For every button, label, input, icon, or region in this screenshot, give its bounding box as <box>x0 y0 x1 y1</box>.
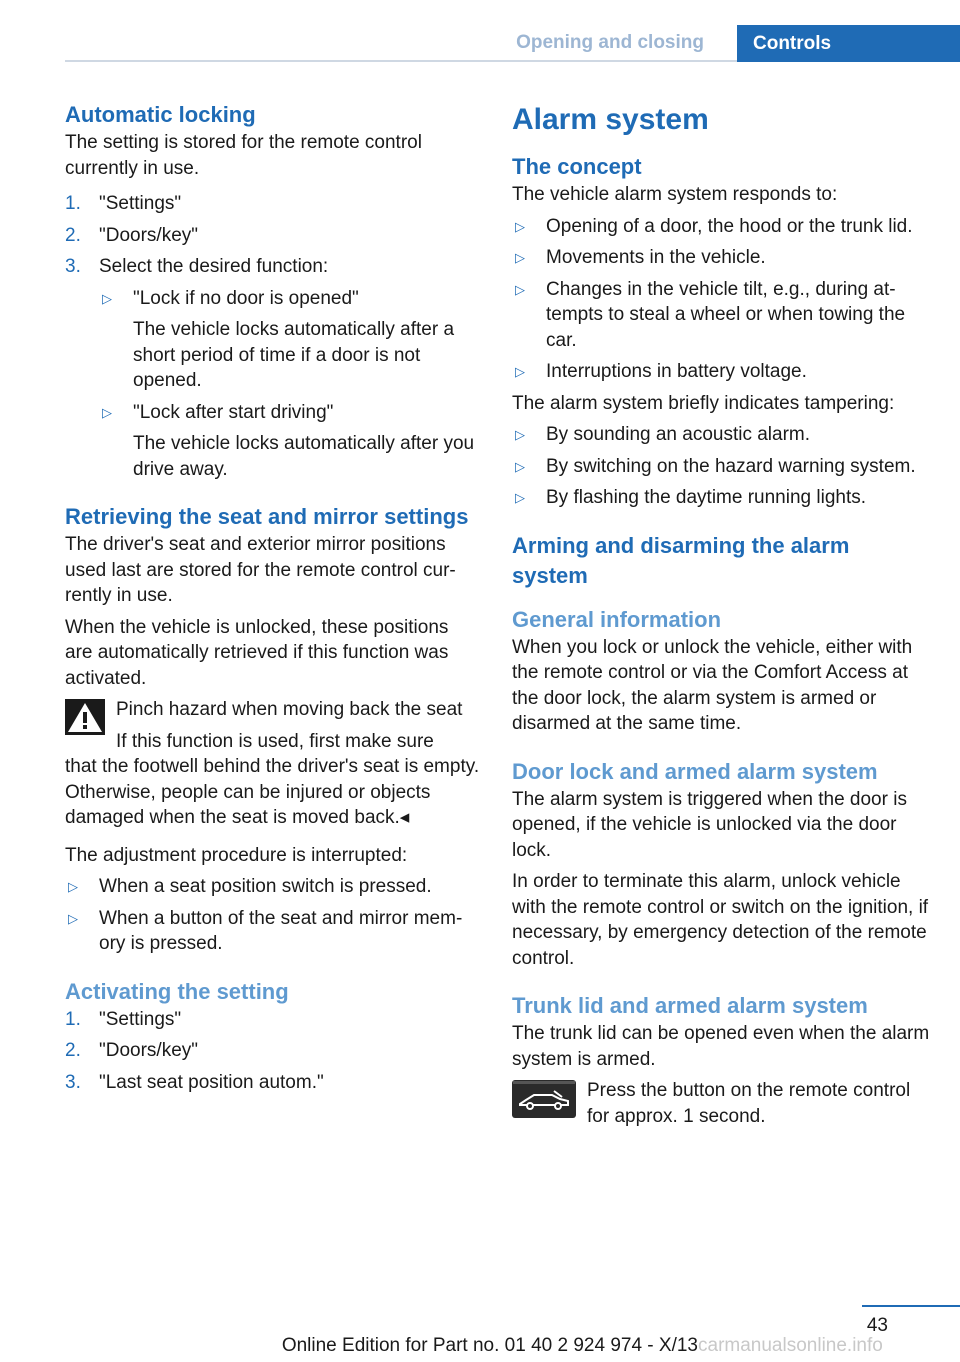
remote-button-instruction <box>512 1078 930 1130</box>
activating-setting-heading: Activating the setting <box>65 978 289 1004</box>
function-options <box>99 286 480 483</box>
bullet-triangle-icon: ▷ <box>68 910 78 926</box>
automatic-locking-intro: The setting is stored for the remote control currently in use. <box>65 132 422 179</box>
trunk-remote-button-icon <box>512 1080 576 1118</box>
edition-text: Online Edition for Part no. 01 40 2 924 974 - X/13 <box>281 1335 698 1356</box>
list-item: ▷ "Lock after start driving" The vehicle locks automatically after you drive away. <box>102 401 475 480</box>
bullet-triangle-icon: ▷ <box>68 879 78 894</box>
door-lock-text-2: In order to terminate this alarm, unlock vehicle with the remote control or switch on the ignition, if necessary, by emergency detection of the remote control. <box>512 871 929 969</box>
arming-heading: Arming and disarming the alarm system <box>512 532 850 588</box>
trunk-lid-text-2: Press the button on the remote control for approx. 1 second. <box>587 1080 911 1127</box>
warning-box <box>65 697 480 831</box>
door-lock-text-1: The alarm system is triggered when the door is opened, if the vehicle is unlocked via the door lock. <box>512 788 907 861</box>
concept-heading: The concept <box>512 154 642 179</box>
retrieving-text-2: When the vehicle is unlocked, these positions are automatically retrieved if this function was activated. <box>65 616 449 689</box>
list-item: 1. "Settings" <box>65 1008 182 1030</box>
watermark-site: carmanualsonline.info <box>698 1335 883 1356</box>
door-lock-heading: Door lock and armed alarm system <box>512 758 878 784</box>
alarm-system-title: Alarm system <box>512 103 709 136</box>
list-item: ▷ By flashing the daytime running lights. <box>512 485 930 511</box>
header-section-title: Opening and closing <box>516 32 704 53</box>
concept-list <box>512 214 930 385</box>
list-item: ▷ Interruptions in battery voltage. <box>512 359 930 385</box>
left-column <box>65 100 480 1101</box>
list-item: ▷ "Lock if no door is opened" The vehicle locks automatically after a short period of time if a door is not opened. <box>102 287 455 391</box>
bullet-triangle-icon: ▷ <box>515 427 525 442</box>
bullet-triangle-icon: ▷ <box>102 290 112 306</box>
warning-triangle-icon <box>65 699 105 735</box>
list-item: ▷ Opening of a door, the hood or the trunk lid. <box>512 214 930 240</box>
list-item: ▷ By switching on the hazard warning system. <box>512 454 930 480</box>
retrieving-settings-heading: Retrieving the seat and mirror settings <box>65 504 469 529</box>
bullet-triangle-icon: ▷ <box>515 281 525 297</box>
retrieving-text-1: The driver's seat and exterior mirror positions used last are stored for the remote control currently in use. <box>65 534 456 606</box>
warning-body: If this function is used, first make sure that the footwell behind the driver's seat is empty. Otherwise, people can be injured or objects damaged when the seat is moved back.◂ <box>65 730 480 828</box>
list-item: ▷ When a button of the seat and mirror memory is pressed. <box>68 907 463 954</box>
bullet-triangle-icon: ▷ <box>515 218 525 234</box>
warning-title: Pinch hazard when moving back the seat <box>116 699 463 720</box>
list-item: 3. "Last seat position autom." <box>65 1071 324 1093</box>
list-item: 3. Select the desired function: ▷ "Lock if no door is opened" The vehicle locks automatically after a short period of time if a door is not opened. ▷ "Lock after start driving" The vehicle locks automatically after you drive away. <box>65 254 480 482</box>
page-footer <box>0 1305 960 1362</box>
footer-rule <box>862 1305 960 1307</box>
tamper-intro: The alarm system briefly indicates tampering: <box>512 392 895 414</box>
bullet-triangle-icon: ▷ <box>515 250 525 265</box>
page-header <box>0 25 960 62</box>
interrupt-list <box>65 874 480 957</box>
activating-steps <box>65 1007 480 1096</box>
list-item: 1. "Settings" <box>65 193 182 214</box>
general-information-heading: General information <box>512 606 722 632</box>
list-item: ▷ Changes in the vehicle tilt, e.g., during attempts to steal a wheel or when towing the car. <box>515 278 906 351</box>
list-item: 2. "Doors/key" <box>65 224 199 246</box>
general-information-text: When you lock or unlock the vehicle, either with the remote control or via the Comfort Access at the door lock, the alarm system is armed or disarmed at the same time. <box>512 636 913 734</box>
trunk-lid-heading: Trunk lid and armed alarm system <box>512 993 868 1018</box>
automatic-locking-heading: Automatic locking <box>65 102 256 127</box>
right-column <box>512 100 930 1130</box>
concept-intro: The vehicle alarm system responds to: <box>512 184 838 205</box>
automatic-locking-steps <box>65 191 480 482</box>
bullet-triangle-icon: ▷ <box>515 490 525 505</box>
list-item: ▷ When a seat position switch is pressed. <box>65 874 480 900</box>
bullet-triangle-icon: ▷ <box>102 404 112 420</box>
bullet-triangle-icon: ▷ <box>515 458 525 474</box>
header-chapter-tab: Controls <box>737 25 960 62</box>
list-item: ▷ Movements in the vehicle. <box>512 245 930 271</box>
page-number: 43 <box>866 1315 888 1336</box>
list-item: ▷ By sounding an acoustic alarm. <box>512 422 930 448</box>
tamper-list <box>512 422 930 511</box>
bullet-triangle-icon: ▷ <box>515 364 525 379</box>
trunk-lid-text-1: The trunk lid can be opened even when the alarm system is armed. <box>512 1023 930 1070</box>
list-item: 2. "Doors/key" <box>65 1040 199 1061</box>
interrupted-intro: The adjustment procedure is interrupted: <box>65 844 408 866</box>
